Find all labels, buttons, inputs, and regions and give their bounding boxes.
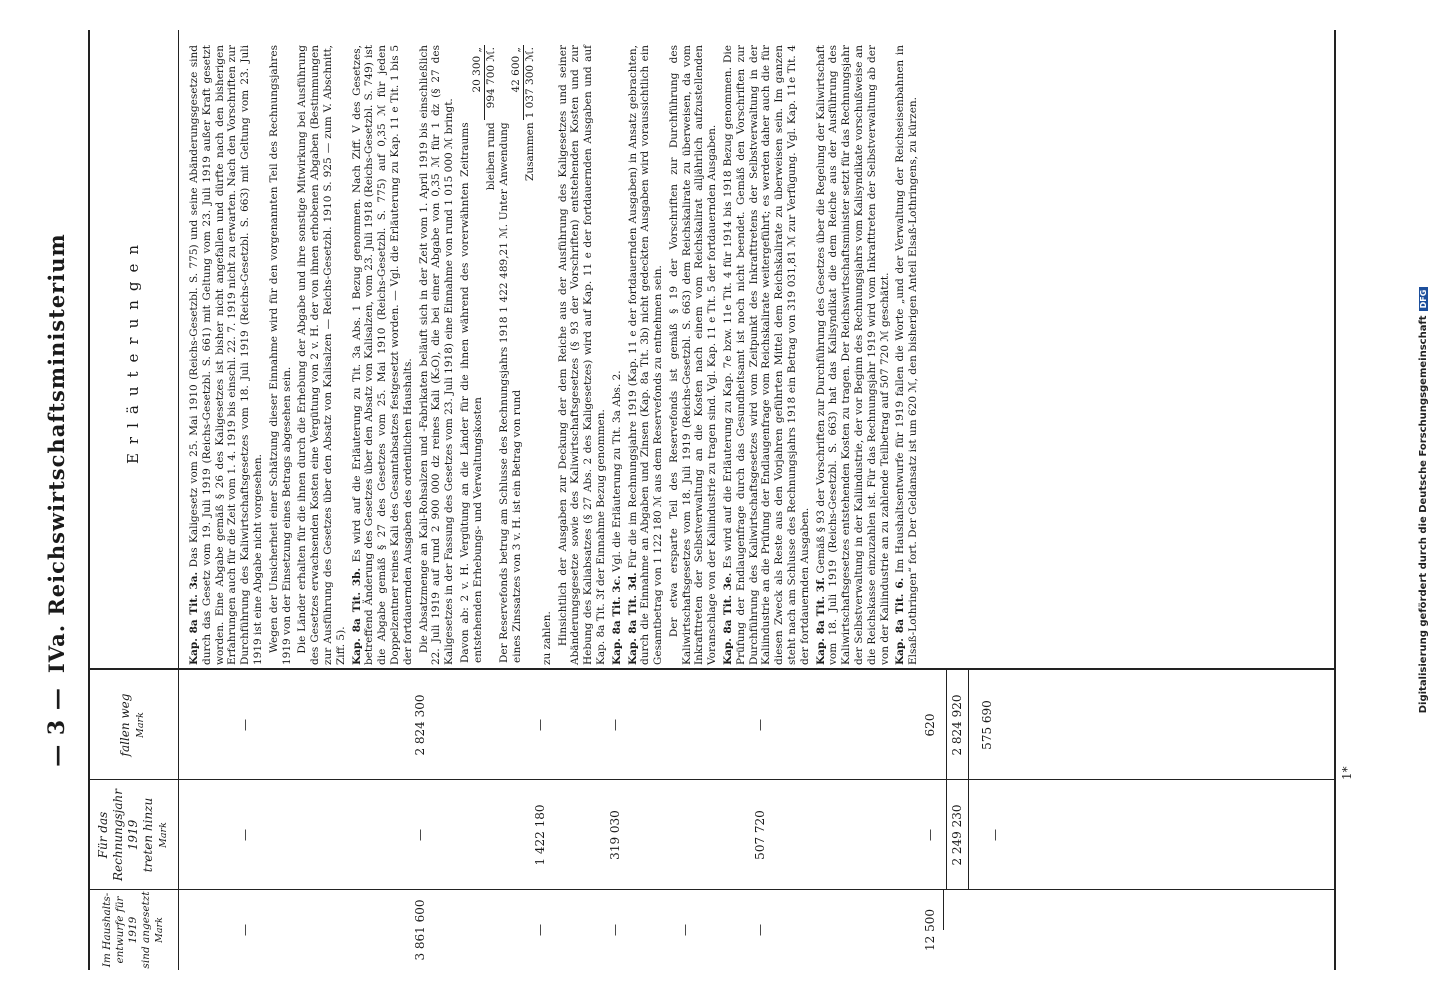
amount-c3-row1: 2 824 300 <box>413 694 427 756</box>
col-header-anges <box>88 890 178 970</box>
col-header-unit: Mark <box>153 917 165 943</box>
calc-label: Zusammen <box>523 122 536 181</box>
col-header-line: Rechnungsjahr 1919 <box>110 789 140 881</box>
page-number: — 3 — <box>44 687 70 767</box>
sum-rule <box>946 670 947 780</box>
col-header-unit: Mark <box>135 712 146 738</box>
paragraph-text: Der etwa ersparte Teil des Reservefonds ist gemäß § 19 der Vorschriften zur Durchführung des Kaliwirtschaftsgesetzes vom 18. Juli 1919 (Reichs-Gesetzbl. S. 663) dem Reichskalirate zu überweisen, da vom Inkrafttreten der Selbstverwaltung an die Kosten nach einem vom Reichskalirat alljährlich aufzustellenden Voranschlage von der Kaliindustrie zu tragen sind. Vgl. Kap. 11 e Tit. 5 der fortdauernden Ausgaben. <box>667 45 719 665</box>
calc-row <box>459 45 485 665</box>
page-title: IVa. Reichswirtschaftsministerium <box>44 233 69 674</box>
dash: — <box>753 719 767 731</box>
paragraph-text: Es wird auf die Erläuterung zu Kap. 7e bzw. 11e Tit. 4 für 1914 bis 1918 Bezug genommen. Die Prüfung der Endlaugenfrage durch das Gesundheitsamt ist noch nicht beendet. Gemäß den Vorschriften zur Durchführung des Kaliwirtschaftsgesetzes wird vom Zeitpunkt des Inkrafttretens der Selbstverwaltung in der Kaliindustrie an die Prüfung der Endlaugenfrage vom Reichskalirate weitergeführt; es werden daher auch die für diesen Zweck als Reste aus den Vorjahren geführten Mittel dem Reichskalirate zu überweisen sein. Im ganzen steht nach am Schlusse des Rechnungsjahrs 1918 ein Betrag von 319 031,81 ℳ zur Verfügung. Vgl. Kap. 11e Tit. 4 der fortdauernden Ausgaben. <box>722 45 811 665</box>
paragraph-text: Es wird auf die Erläuterung zu Tit. 3a Abs. 1 Bezug genommen. Nach Ziff. V des Gesetzes, betreffend Änderung des Gesetzes über den Absatz von Kalisalzen, vom 23. Juli 1918 (Reichs-Gesetzbl. S. 749) ist die Abgabe gemäß § 27 des Gesetzes vom 25. Mai 1910 (Reichs-Gesetzbl. S. 775) auf 0,35 ℳ für jeden Doppelzentner reines Kali des Gesamtabsatzes festgesetzt worden. — Vgl. die Erläuterung zu Kap. 11 e Tit. 1 bis 5 der fortdauernden Ausgaben des ordentlichen Haushalts. <box>350 45 414 665</box>
paragraph <box>541 45 554 665</box>
dash: — <box>533 924 547 936</box>
col-header-line: sind angesetzt <box>139 891 152 969</box>
paragraph-text: Im Haushaltsentwurfe für 1919 fallen die Worte „und der Verwaltung der Reichseisenbahnen in Elsaß-Lothringen“ fort. Der Geldansatz ist um 620 ℳ, den bisherigen Anteil Elsaß-Lothringens, zu kürzen. <box>894 45 920 665</box>
paragraph <box>611 45 624 665</box>
dfg-logo: DFG <box>1419 287 1428 312</box>
paragraph-text: Wegen der Unsicherheit einer Schätzung dieser Einnahme wird für den vorgenannten Teil des Rechnungsjahres 1919 von der Einsetzung eines Betrags abgesehen sein. <box>267 44 293 665</box>
calc-label: Davon ab: 2 v. H. Vergütung an die Länder für die ihnen während des vorerwähnten Zeitraums entstehenden Erhebungs- und Verwaltungskosten <box>458 122 484 663</box>
col-divider-3 <box>88 668 1334 670</box>
paragraph-text: Die Absatzmenge an Kali-Rohsalzen und -Fabrikaten beläuft sich in der Zeit vom 1. April 1919 bis einschließlich 22. Juli 1919 auf rund 2 900 000 dz reines Kali (K₂O), die bei einer Abgabe von 0,35 ℳ für 1 dz (§ 27 des Kaligesetzes in der Fassung des Gesetzes vom 23. Juli 1918) eine Einnahme von rund <box>417 45 456 665</box>
calc-amount: 994 700 ℳ. <box>485 47 498 109</box>
paragraph-text: Gemäß § 93 der Vorschriften zur Durchführung des Gesetzes über die Regelung der Kaliwirtschaft vom 18. Juli 1919 (Reichs-Gesetzbl. S. 663) hat das Kalisyndikat die dem Reiche aus der Ausführung des Kaliwirtschaftsgesetzes entstehenden Kosten zu tragen. Der Reichswirtschaftsminister setzt für das Rechnungsjahr der Selbstverwaltung in der Kaliindustrie, der vor Beginn des Rechnungsjahrs vom Kalisyndikate vorschußweise an die Reichskasse einzuzahlen ist. Für das Rechnungsjahr 1919 wird vom Inkrafttreten der Selbstverwaltung ab der von der Kaliindustrie an zu zahlende Teilbetrag auf 507 720 ℳ geschätzt. <box>814 45 891 665</box>
amount-c3-sum: 2 824 920 <box>950 694 964 756</box>
col-header-line: entwurfe für 1919 <box>113 896 139 964</box>
col-header-line: Im Haushalts- <box>100 892 113 968</box>
paragraph-heading: Kap. 8a Tit. 3f. <box>814 577 827 665</box>
sum-rule <box>968 780 969 890</box>
paragraph <box>557 45 608 665</box>
amount-c1-row1: 3 861 600 <box>413 899 427 961</box>
paragraph <box>894 45 920 665</box>
calc-amount: 20 300 „ <box>459 45 485 120</box>
paragraph-heading: Kap. 8a Tit. 6. <box>894 577 907 665</box>
dash: — <box>238 829 252 841</box>
sum-rule <box>943 890 944 930</box>
paragraph <box>722 45 812 665</box>
dash: — <box>608 924 622 936</box>
paragraph-heading: Kap. 8a Tit. 3c. <box>610 575 623 665</box>
col-header-weg <box>88 670 178 780</box>
amount-c3-net: 575 690 <box>980 700 994 750</box>
paragraph-text: bringt. <box>443 98 456 135</box>
amount-c3-row5: 620 <box>923 713 937 737</box>
dfg-note: Digitalisierung gefördert durch die Deutsche Forschungsgemeinschaft <box>1418 315 1429 714</box>
col-header-unit: Mark <box>157 822 169 848</box>
erlaeuterungen-text <box>188 45 923 665</box>
col-header-line: Für das <box>95 811 110 859</box>
signature-mark: 1* <box>1340 766 1354 780</box>
sum-rule <box>968 670 969 780</box>
dash: — <box>608 719 622 731</box>
dfg-footer <box>1418 0 1429 1000</box>
paragraph <box>188 45 265 665</box>
paragraph-heading: Kap. 8a Tit. 3e. <box>722 572 735 665</box>
amount-c2-row2: 1 422 180 <box>533 804 547 866</box>
paragraph-text: Für die im Rechnungsjahre 1919 (Kap. 11 e der fortdauernden Ausgaben) in Ansatz gebrachten, durch die Einnahme an Abgaben und Zinsen (Kap. 8a Tit. 3b) nicht gedeckten Ausgaben wird voraussichtlich ein Gesamtbetrag von 1 122 180 ℳ aus dem Reservefonds zu entnehmen sein. <box>626 45 665 665</box>
header-bottom-rule <box>178 30 179 970</box>
paragraph <box>627 45 665 665</box>
calc-row <box>523 45 536 665</box>
paragraph <box>296 45 347 665</box>
col-header-line: fallen weg <box>118 693 132 757</box>
paragraph-text: zu zahlen. <box>540 611 553 665</box>
paragraph-text: Vgl. die Erläuterung zu Tit. 3a Abs. 2. <box>610 370 623 572</box>
calc-row <box>498 45 524 665</box>
dash: — <box>238 924 252 936</box>
amount-c1-row5: 12 500 <box>923 909 937 951</box>
calc-label: bleiben rund <box>485 122 498 191</box>
table-bottom-rule <box>1334 30 1336 970</box>
amount-c2-row4: 507 720 <box>753 810 767 860</box>
budget-table <box>88 30 1334 970</box>
paragraph-amount: 1 015 000 ℳ <box>443 137 456 206</box>
paragraph <box>668 45 719 665</box>
paragraph <box>815 45 892 665</box>
calc-label: Der Reservefonds betrug am Schlusse des Rechnungsjahrs 1918 1 422 489,21 ℳ. Unter Anwendung eines Zinssatzes von 3 v. H. ist ein Betrag von rund <box>497 122 523 663</box>
page-header <box>44 0 70 1000</box>
col-divider-1 <box>88 889 1334 890</box>
dash: — <box>678 924 692 936</box>
dash: — <box>413 829 427 841</box>
amount-c2-row3: 319 030 <box>608 810 622 860</box>
col-header-erlaeuterungen: Erläuterungen <box>124 235 142 465</box>
calc-amount: 42 600 „ <box>498 45 524 120</box>
calculation-table <box>459 45 537 665</box>
col-header-line: treten hinzu <box>140 797 155 873</box>
paragraph-heading: Kap. 8a Tit. 3b. <box>350 567 363 665</box>
calc-row <box>485 45 498 665</box>
calc-amount: 1 037 300 ℳ. <box>523 47 536 119</box>
sum-rule <box>946 780 947 890</box>
paragraph-text: Das Kaligesetz vom 25. Mai 1910 (Reichs-Gesetzbl. S. 775) und seine Abänderungsgesetze sind durch das Gesetz vom 19. Juli 1919 (Reichs-Gesetzbl. S. 661) mit Geltung vom 23. Juli 1919 außer Kraft gesetzt worden. Eine Abgabe gemäß § 26 des Kaligesetzes ist bisher nicht angefallen und dürfte nach den bisherigen Erfahrungen auch für die Zeit vom 1. 4. 1919 bis einschl. 22. 7. 1919 nicht zu erwarten. Nach den Vorschriften zur Durchführung des Kaliwirtschaftsgesetzes vom 18. Juli 1919 (Reichs-Gesetzbl. S. 663) mit Geltung vom 23. Juli 1919 ist eine Abgabe nicht vorgesehen. <box>188 44 264 665</box>
paragraph <box>351 45 415 665</box>
dash: — <box>923 829 937 841</box>
col-header-hinzu <box>88 780 178 890</box>
dash: — <box>753 924 767 936</box>
paragraph-text: Die Länder erhalten für die ihnen durch die Erhebung der Abgabe und ihre sonstige Mitwirkung bei Ausführung des Gesetzes erwachsenden Kosten eine Vergütung von 2 v. H. der von ihnen erhobenen Abgaben (Bestimmungen zur Ausführung des Gesetzes über den Absatz von Kalisalzen — Reichs-Gesetzbl. 1910 S. 925 — zum V. Abschnitt, Ziff. 5). <box>296 45 347 665</box>
dash: — <box>533 719 547 731</box>
paragraph-text: Hinsichtlich der Ausgaben zur Deckung der dem Reiche aus der Ausführung des Kaligesetzes und seiner Abänderungsgesetze sowie des Kaliwirtschaftsgesetzes (§ 93 der Vorschriften) entstehenden Kosten und zur Hebung des Kaliabsatzes (§ 27 Abs. 2 des Kaligesetzes) wird auf Kap. 11 e der fortdauernden Ausgaben und auf Kap. 8a Tit. 3f der Einnahme Bezug genommen. <box>556 45 607 665</box>
paragraph <box>418 45 456 665</box>
amount-c2-sum: 2 249 230 <box>950 804 964 866</box>
paragraph-heading: Kap. 8a Tit. 3d. <box>626 572 639 665</box>
paragraph-heading: Kap. 8a Tit. 3a. <box>188 571 200 665</box>
dash: — <box>988 829 1002 841</box>
dash: — <box>238 719 252 731</box>
col-divider-2 <box>88 779 1334 780</box>
paragraph <box>268 45 294 665</box>
